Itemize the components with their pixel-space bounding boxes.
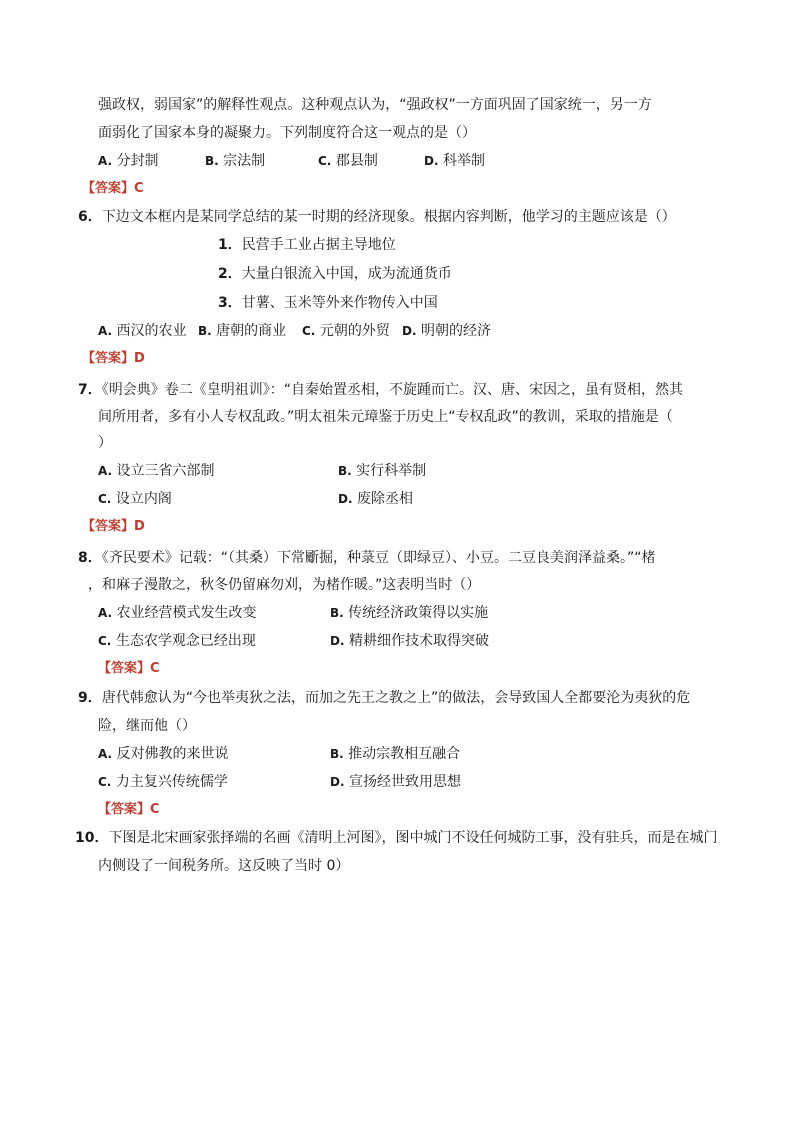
q6-option-b: B. 唐朝的商业 bbox=[198, 323, 287, 339]
q8-option-c: C. 生态农学观念已经出现 bbox=[98, 633, 256, 649]
q6-option-a: A. 西汉的农业 bbox=[98, 323, 187, 339]
q8-option-a: A. 农业经营模式发生改变 bbox=[98, 605, 257, 621]
q7-line-3: ） bbox=[98, 435, 112, 451]
q10-line-2: 内侧设了一间税务所。这反映了当时 0） bbox=[98, 858, 350, 874]
q6-answer: 【答案】D bbox=[82, 351, 145, 366]
q8-line-2: ，和麻子漫散之，秋冬仍留麻勿刈，为楮作暖。”这表明当时（） bbox=[88, 577, 481, 593]
q9-option-c: C. 力主复兴传统儒学 bbox=[98, 774, 228, 790]
q8-option-d: D. 精耕细作技术取得突破 bbox=[330, 633, 489, 649]
q7-option-d: D. 废除丞相 bbox=[338, 491, 413, 507]
q5-option-d: D. 科举制 bbox=[424, 153, 485, 169]
q6-item-2: 2．大量白银流入中国，成为流通货币 bbox=[218, 266, 452, 282]
q7-line-1: 7．《明会典》卷二《皇明祖训》：“自秦始置丞相，不旋踵而亡。汉、唐、宋因之，虽有贤相，然其 bbox=[78, 382, 684, 398]
q7-answer: 【答案】D bbox=[82, 519, 145, 534]
q6-item-1: 1．民营手工业占据主导地位 bbox=[218, 237, 396, 253]
q7-line-2: 间所用者，多有小人专权乱政。”明太祖朱元璋鉴于历史上“专权乱政”的教训，采取的措施是（ bbox=[98, 409, 673, 425]
q8-answer: 【答案】C bbox=[98, 661, 160, 676]
q9-answer: 【答案】C bbox=[98, 802, 160, 817]
q5-line-2: 面弱化了国家本身的凝聚力。下列制度符合这一观点的是（） bbox=[98, 125, 476, 141]
q6-option-d: D. 明朝的经济 bbox=[402, 323, 491, 339]
q5-line-1: 强政权，弱国家”的解释性观点。这种观点认为，“强政权”一方面巩固了国家统一，另一方 bbox=[98, 97, 652, 113]
q9-option-b: B. 推动宗教相互融合 bbox=[330, 746, 461, 762]
q9-line-1: 9．唐代韩愈认为“今也举夷狄之法，而加之先王之教之上”的做法，会导致国人全都要沦为夷狄的危 bbox=[78, 690, 691, 706]
q5-option-b: B. 宗法制 bbox=[205, 153, 266, 169]
q5-option-c: C. 郡县制 bbox=[318, 153, 378, 169]
q6-option-c: C. 元朝的外贸 bbox=[302, 323, 390, 339]
q6-line-1: 6．下边文本框内是某同学总结的某一时期的经济现象。根据内容判断，他学习的主题应该是（） bbox=[78, 209, 676, 225]
q6-item-3: 3．甘薯、玉米等外来作物传入中国 bbox=[218, 295, 438, 311]
q7-option-a: A. 设立三省六部制 bbox=[98, 463, 215, 479]
q7-option-c: C. 设立内阁 bbox=[98, 491, 172, 507]
q9-option-a: A. 反对佛教的来世说 bbox=[98, 746, 229, 762]
q9-line-2: 险，继而他（） bbox=[98, 718, 196, 734]
q10-line-1: 10．下图是北宋画家张择端的名画《清明上河图》，图中城门不设任何城防工事，没有驻兵，而是在城门 bbox=[75, 830, 718, 846]
q5-option-a: A. 分封制 bbox=[98, 153, 159, 169]
q9-option-d: D. 宣扬经世致用思想 bbox=[330, 774, 461, 790]
q8-line-1: 8．《齐民要术》记载：“（其桑）下常斸掘，种菉豆（即绿豆）、小豆。二豆良美润泽益桑。”“楮 bbox=[78, 550, 656, 566]
q7-option-b: B. 实行科举制 bbox=[338, 463, 427, 479]
q5-answer: 【答案】C bbox=[82, 181, 144, 196]
q8-option-b: B. 传统经济政策得以实施 bbox=[330, 605, 489, 621]
